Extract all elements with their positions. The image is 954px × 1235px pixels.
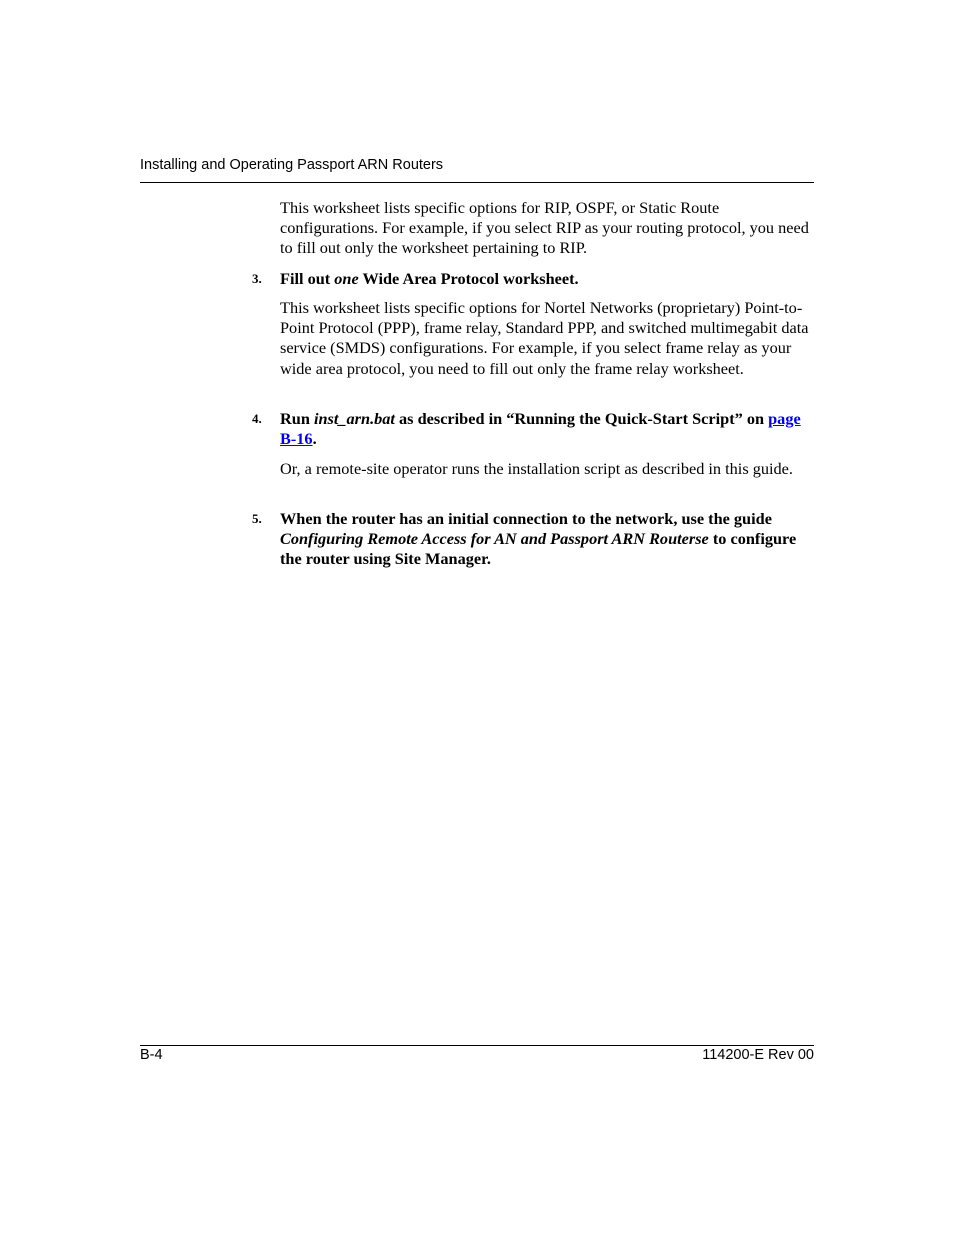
- step-5-text-after: to configure the router using Site Manager.: [280, 529, 797, 569]
- step-5-heading: [280, 509, 814, 570]
- step-4-heading: [280, 409, 814, 449]
- step-4-description: Or, a remote-site operator runs the installation script as described in this guide.: [280, 459, 793, 478]
- page-b16-link[interactable]: page B-16: [280, 409, 801, 449]
- step-5-text-before: When the router has an initial connection to the network, use the guide: [280, 509, 772, 528]
- step-4-text-after: as described in “Running the Quick-Start Script” on: [394, 409, 769, 428]
- running-header: Installing and Operating Passport ARN Routers: [140, 157, 444, 173]
- step-5-number: 5.: [252, 511, 262, 526]
- footer-rule: [140, 1045, 814, 1046]
- intro-paragraph: This worksheet lists specific options for RIP, OSPF, or Static Route configurations. For example, if you select RIP as your routing protocol, you need to fill out only the worksheet pertaining to RIP.: [280, 198, 809, 258]
- step-3-text-italic: one: [334, 269, 359, 288]
- step-5-text-italic: Configuring Remote Access for AN and Passport ARN Routerse: [280, 529, 709, 549]
- step-4-text-italic: inst_arn.bat: [313, 409, 395, 428]
- step-3-text-after: Wide Area Protocol worksheet.: [358, 269, 579, 288]
- step-4-number: 4.: [252, 411, 262, 426]
- step-4-text-end: .: [312, 429, 317, 449]
- header-rule: [140, 182, 814, 183]
- step-3-heading: [280, 269, 814, 289]
- page-number: B-4: [140, 1047, 163, 1063]
- step-3-description: This worksheet lists specific options for Nortel Networks (proprietary) Point-to-Point Protocol (PPP), frame relay, Standard PPP, and switched multimegabit data service (SMDS) configurations. For example, if you select frame relay as your wide area protocol, you need to fill out only the frame relay worksheet.: [280, 298, 809, 378]
- doc-number: 114200-E Rev 00: [702, 1047, 814, 1063]
- step-4-text-before: Run: [280, 409, 314, 428]
- step-3-text-before: Fill out: [280, 269, 335, 288]
- step-3-number: 3.: [252, 271, 262, 286]
